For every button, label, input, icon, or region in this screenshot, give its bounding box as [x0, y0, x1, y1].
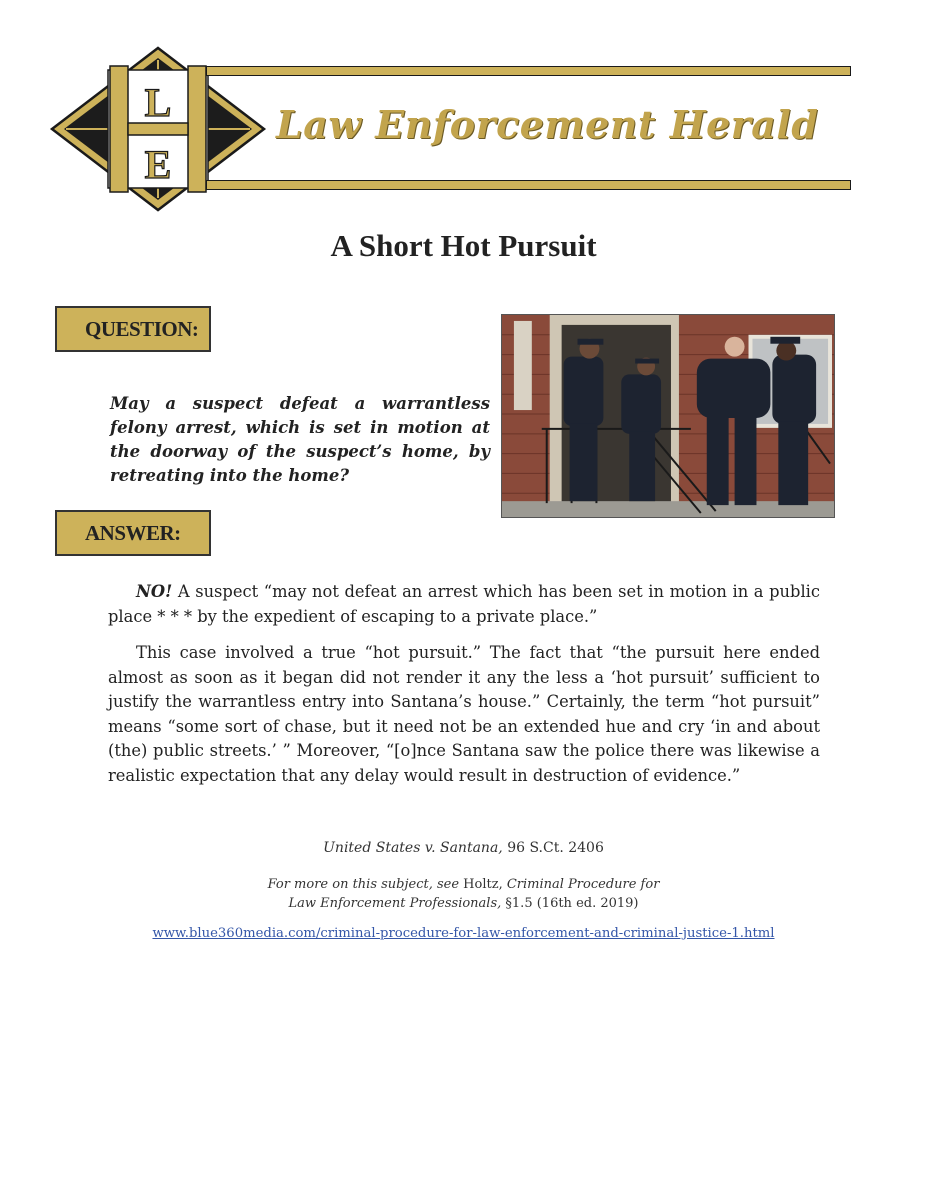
book-title-line2: Law Enforcement Professionals,	[288, 896, 502, 911]
answer-paragraph	[108, 580, 820, 629]
masthead-band-top	[206, 66, 851, 76]
case-name: United States v. Santana,	[323, 840, 503, 856]
logo-letter-l: L	[144, 80, 172, 125]
discussion-paragraph: This case involved a true “hot pursuit.” The fact that “the pursuit here ended almost as soon as it began did not render it any the less a ‘hot pursuit’ sufficient to justify the warrantless entry into Santana’s house.” Certainly, the term “hot pursuit” means “some sort of chase, but it need not be an extended hue and cry ‘in and about (the) public streets.’ ” Moreover, “[o]nce Santana saw the police there was likewise a realistic expectation that any delay would result in destruction of evidence.”	[108, 643, 820, 785]
question-label: QUESTION:	[55, 306, 211, 352]
answer-label: ANSWER:	[55, 510, 211, 556]
article-title: A Short Hot Pursuit	[330, 228, 597, 263]
further-reading	[0, 875, 927, 913]
book-edition: §1.5 (16th ed. 2019)	[501, 896, 639, 911]
case-citation	[0, 840, 927, 856]
police-officers-photo	[501, 314, 835, 518]
logo-letter-e: E	[144, 142, 172, 187]
publisher-link[interactable]: www.blue360media.com/criminal-procedure-for-law-enforcement-and-criminal-justice-1.html	[152, 926, 775, 941]
answer-text: A suspect “may not defeat an arrest which has been set in motion in a public place * * * by the expedient of escaping to a private place.”	[108, 582, 820, 626]
question-text: May a suspect defeat a warrantless felony arrest, which is set in motion at the doorway of the suspect’s home, by retreating into the home?	[110, 394, 490, 485]
book-title-line1: Criminal Procedure for	[506, 877, 660, 892]
masthead-band-bottom	[206, 180, 851, 190]
case-reporter: 96 S.Ct. 2406	[502, 840, 604, 856]
answer-lead: NO!	[136, 582, 173, 601]
further-reading-author: Holtz,	[459, 877, 507, 892]
further-reading-prefix: For more on this subject, see	[267, 877, 460, 892]
masthead-title: Law Enforcement Herald	[276, 102, 819, 147]
